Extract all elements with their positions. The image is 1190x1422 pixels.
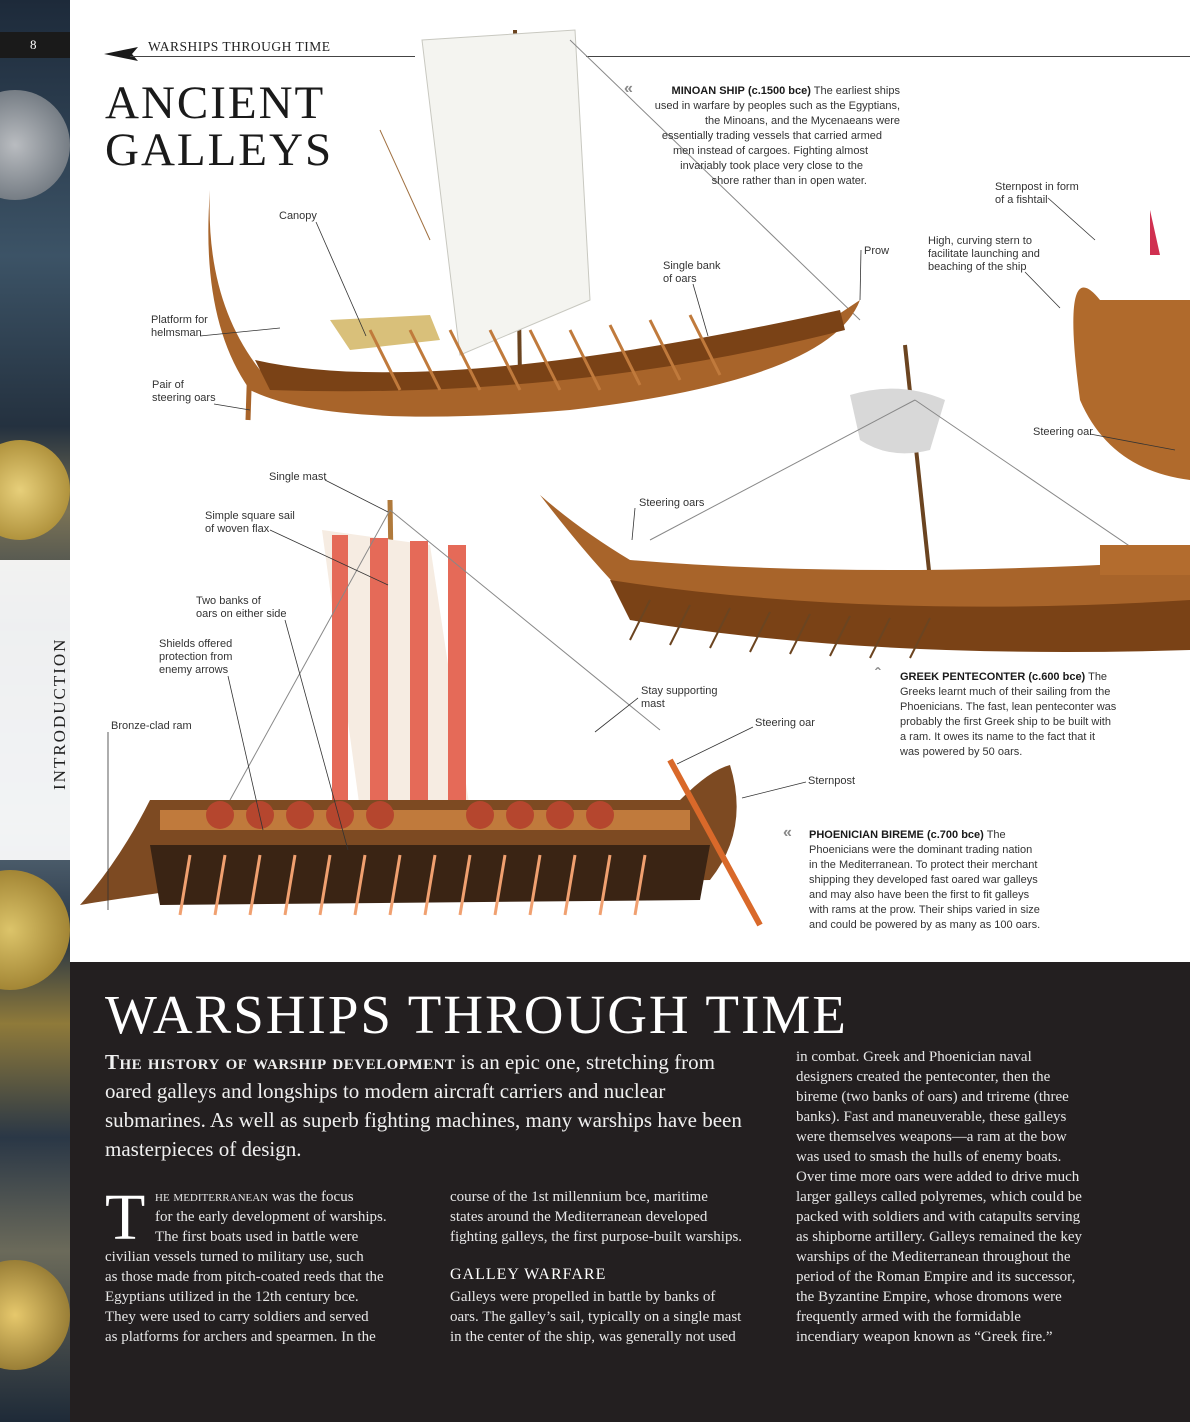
label-high-stern: High, curving stern to facilitate launching and beaching of the ship — [928, 235, 1040, 273]
label-sternpost: Sternpost — [808, 775, 856, 787]
label-steering-oars: Pair of steering oars — [152, 379, 216, 404]
feature-column-1: he mediterranean was the focus for the early development of warships. The first boats used in battle were civilian vessels turned to military use, such as those made from pitch-coated reeds that the Egyptians utilized in the 12th century bce. They were used to carry soldiers and served as platforms for archers and spearmen. In the — [105, 1189, 387, 1345]
greek-caption: GREEK PENTECONTER (c.600 bce) The Greeks learnt much of their sailing from the Phoenicians. The fast, lean penteconter was probably the first Greek ship to be built with a ram. It owes its name to the fact that it was powered by 50 oars. — [900, 671, 1117, 758]
running-head: WARSHIPS THROUGH TIME — [148, 39, 331, 54]
coin-image — [0, 90, 70, 200]
label-ram: Bronze-clad ram — [111, 720, 192, 732]
chevron-up-icon: ˆ — [875, 666, 881, 683]
feature-title: WARSHIPS THROUGH TIME — [105, 984, 848, 1045]
label-platform: Platform for helmsman — [151, 314, 208, 339]
label-stay: Stay supporting mast — [641, 685, 718, 710]
feature-column-2b: Galleys were propelled in battle by banks of oars. The galley’s sail, typically on a single mast in the center of the ship, was generally not used — [450, 1289, 742, 1345]
label-sternpost-fishtail: Sternpost in form of a fishtail — [995, 181, 1079, 206]
label-steering-oar-phoenician: Steering oar — [755, 717, 815, 729]
feature-intro: The history of warship development is an epic one, stretching from oared galleys and longships to modern aircraft carriers and nuclear submarines. As well as superb fighting machines, many warships have been masterpieces of design. — [105, 1050, 742, 1161]
phoenician-caption: PHOENICIAN BIREME (c.700 bce) The Phoenicians were the dominant trading nation in the Mediterranean. To protect their merchant shipping they developed fast oared war galleys and may also have been the first to fit galleys with rams at the prow. Their ships varied in size and could be powered by as many as 100 oars. — [809, 829, 1041, 931]
coin-image — [0, 870, 70, 990]
section-title: ANCIENT GALLEYS — [105, 77, 334, 176]
label-two-banks: Two banks of oars on either side — [196, 595, 287, 620]
page-number-box — [0, 32, 70, 58]
feature-column-3: in combat. Greek and Phoenician naval designers created the penteconter, then the bireme (two banks of oars) and trireme (three banks). Fast and maneuverable, these galleys were themselves weapons—a ram at the bow was used to smash the hulls of enemy boats. Over time more oars were added to drive much larger galleys called polyremes, which could be packed with soldiers and with catapults serving as shipborne artillery. Galleys remained the key warships of the Mediterranean throughout the period of the Roman Empire and its successor, the Byzantine Empire, whose dromons were frequently armed with the formidable incendiary weapon known as “Greek fire.” — [796, 1049, 1083, 1345]
label-single-bank: Single bank of oars — [663, 260, 721, 285]
label-square-sail: Simple square sail of woven flax — [205, 510, 295, 535]
label-shields: Shields offered protection from enemy arrows — [159, 638, 233, 676]
feature-column-2: course of the 1st millennium bce, maritime states around the Mediterranean developed fighting galleys, the first purpose-built warships. — [450, 1189, 743, 1245]
side-tab-label: INTRODUCTION — [50, 637, 69, 790]
side-tab — [0, 560, 70, 860]
coin-image — [0, 440, 70, 540]
chevron-left-icon: « — [783, 824, 792, 841]
drop-cap: T — [105, 1181, 146, 1254]
minoan-caption: MINOAN SHIP (c.1500 bce) The earliest ships used in warfare by peoples such as the Egyptians, the Minoans, and the Mycenaeans were essentially trading vessels that carried armed men instead of cargoes. Fighting almost invariably took place very close to the shore rather than in open water. — [654, 85, 900, 187]
galley-warfare-heading: GALLEY WARFARE — [450, 1266, 607, 1283]
chevron-left-icon: « — [624, 80, 633, 97]
coin-image — [0, 1260, 70, 1370]
label-prow: Prow — [864, 245, 890, 257]
label-steering-oar-greek: Steering oar — [1033, 426, 1093, 438]
label-steering-oars-greek: Steering oars — [639, 497, 705, 509]
page-number: 8 — [30, 37, 37, 52]
label-canopy: Canopy — [279, 210, 317, 222]
label-single-mast: Single mast — [269, 471, 327, 483]
